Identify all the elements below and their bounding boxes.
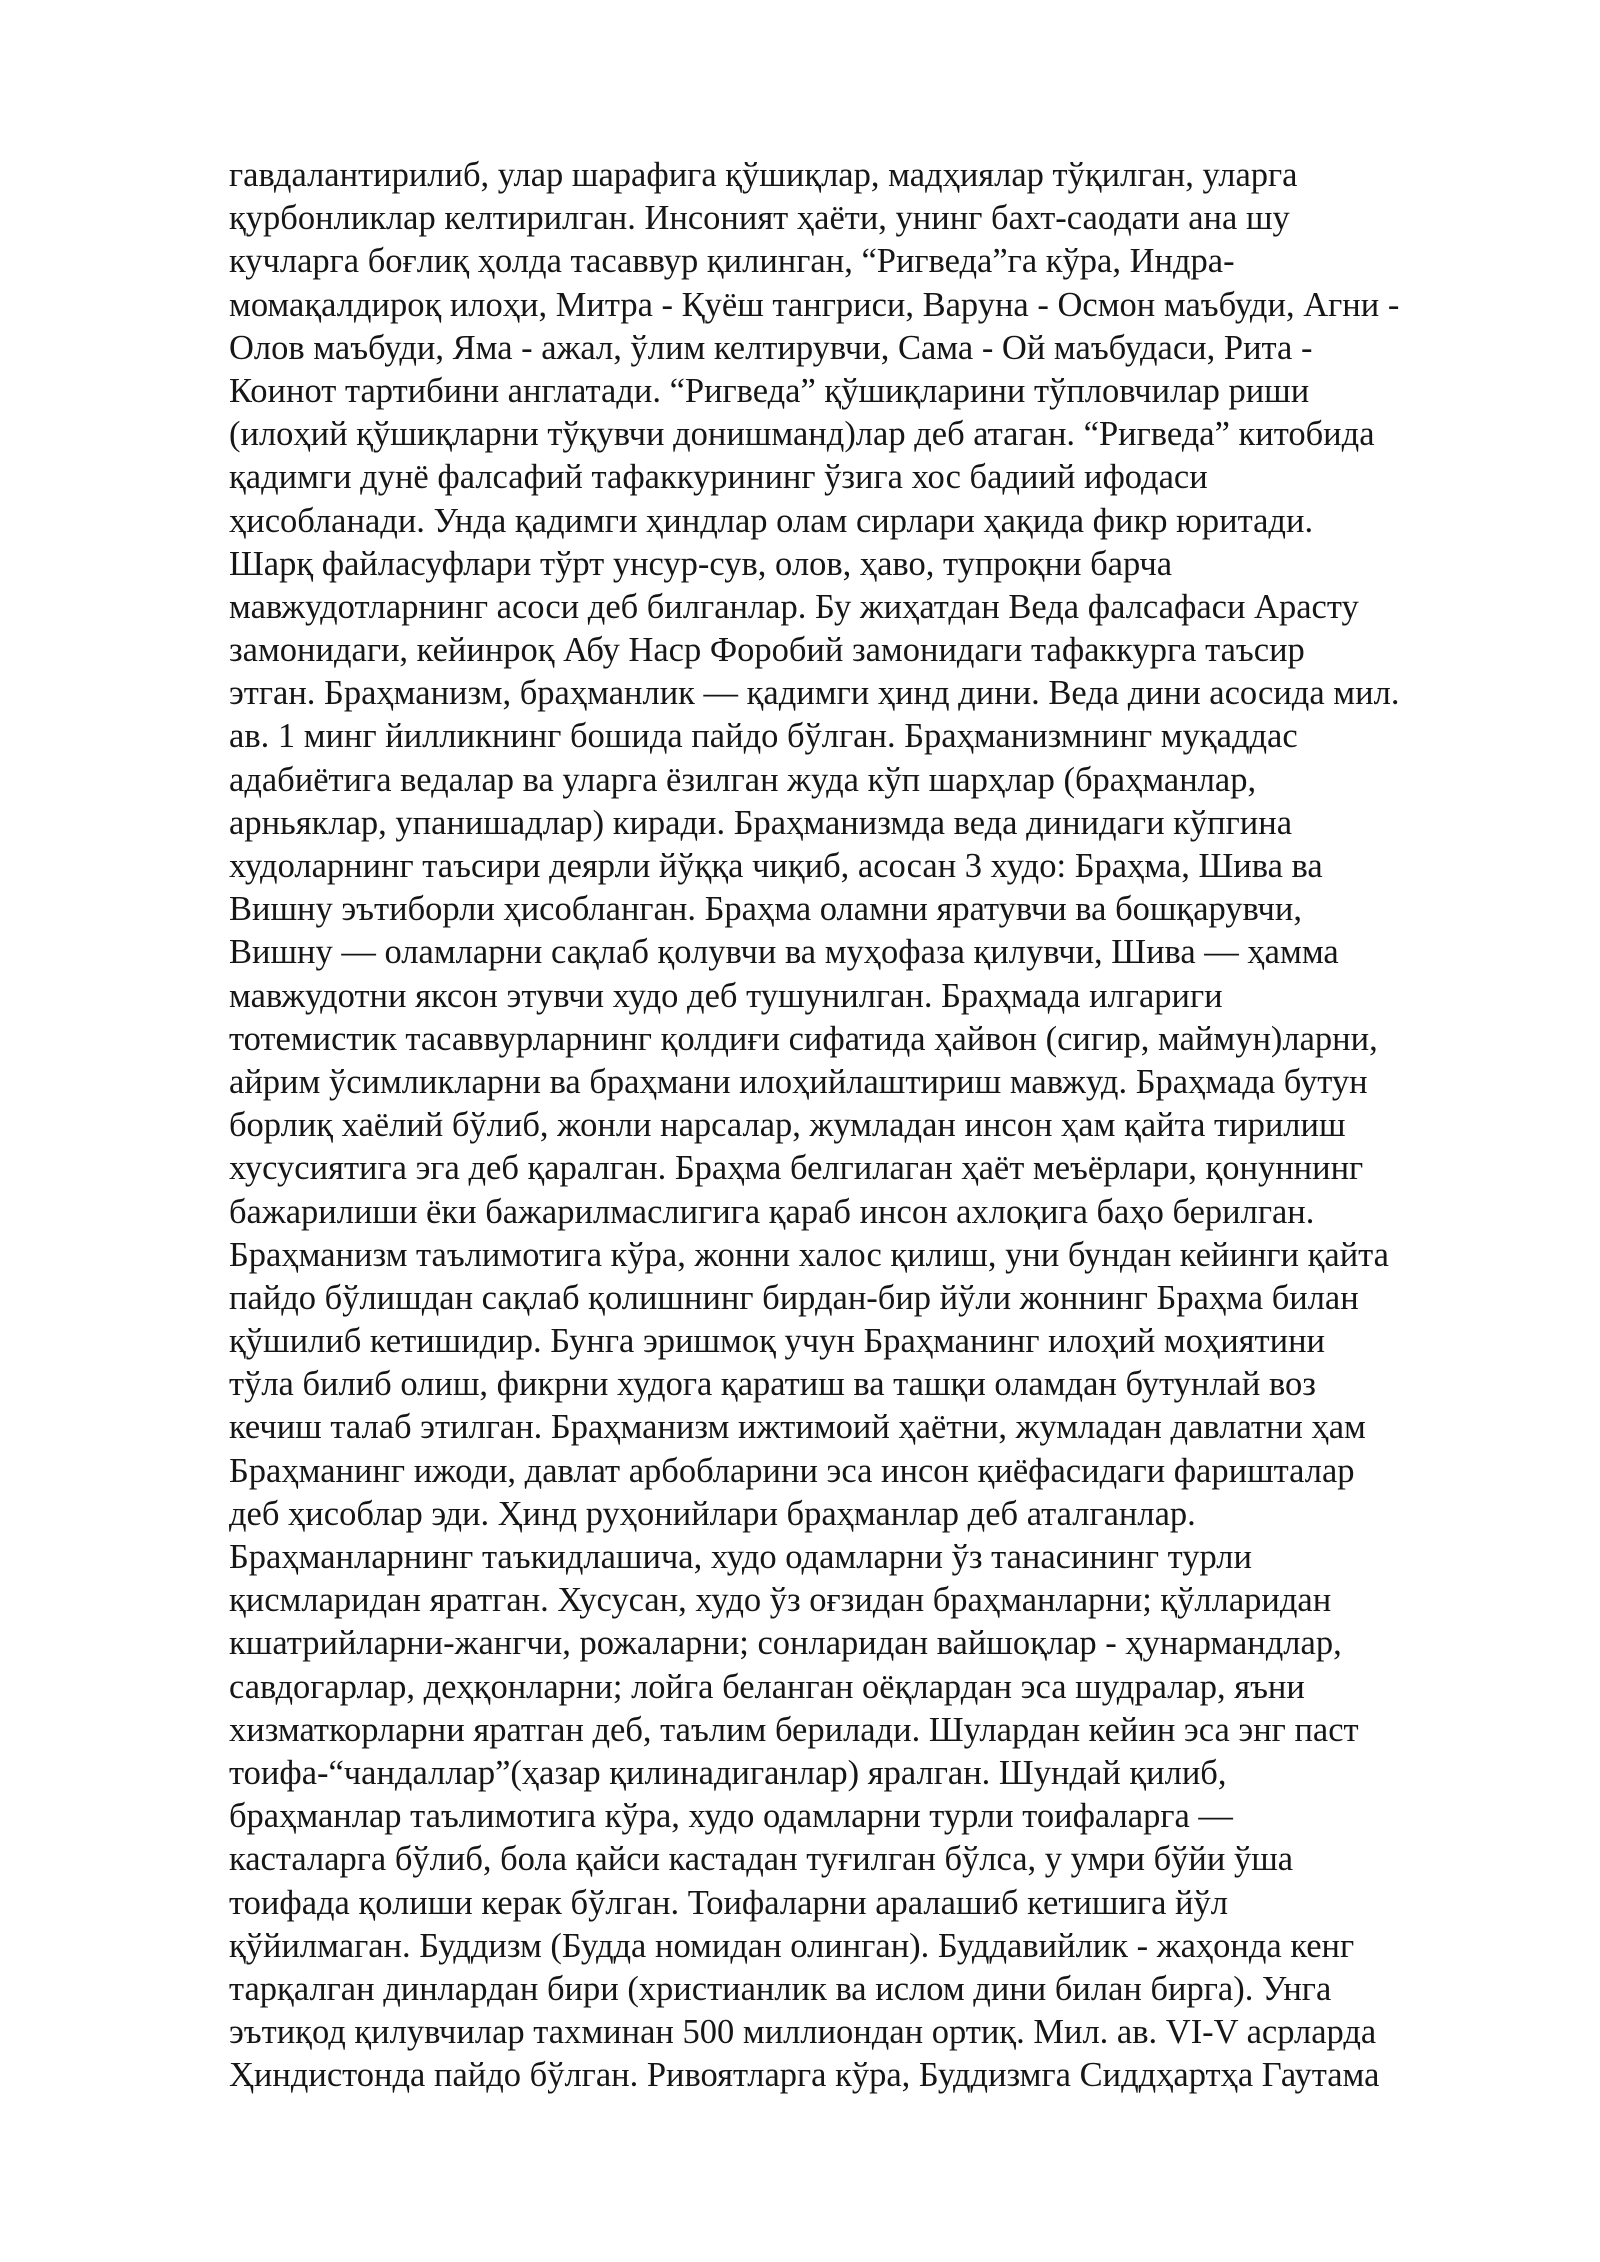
text-line: савдогарлар, деҳқонларни; лойга беланган оёқлардан эса шудралар, яъни <box>229 1667 1305 1706</box>
text-line: пайдо бўлишдан сақлаб қолишнинг бирдан-бир йўли жоннинг Браҳма билан <box>229 1278 1359 1317</box>
text-line: бажарилиши ёки бажарилмаслигига қараб инсон ахлоқига баҳо берилган. <box>229 1192 1315 1231</box>
text-line: замонидаги, кейинроқ Абу Наср Форобий замонидаги тафаккурга таъсир <box>229 631 1305 670</box>
text-line: кучларга боғлиқ ҳолда тасаввур қилинган, “Ригведа”га кўра, Индра- <box>229 242 1235 281</box>
text-line: кшатрийларни-жангчи, рожаларни; сонларидан вайшоқлар - ҳунармандлар, <box>229 1624 1342 1663</box>
text-line: Браҳманизм таълимотига кўра, жонни халос қилиш, уни бундан кейинги қайта <box>229 1235 1389 1274</box>
text-line: хусусиятига эга деб қаралган. Браҳма белгилаган ҳаёт меъёрлари, қонуннинг <box>229 1149 1364 1188</box>
text-line: (илоҳий қўшиқларни тўқувчи донишманд)лар деб атаган. “Ригведа” китобида <box>229 415 1375 454</box>
text-line: айрим ўсимликларни ва браҳмани илоҳийлаштириш мавжуд. Браҳмада бутун <box>229 1062 1368 1101</box>
text-line: Вишну — оламларни сақлаб қолувчи ва муҳофаза қилувчи, Шива — ҳамма <box>229 933 1339 972</box>
text-line: Олов маъбуди, Яма - ажал, ўлим келтирувчи, Сама - Ой маъбудаси, Рита - <box>229 328 1313 367</box>
text-line: Шарқ файласуфлари тўрт унсур-сув, олов, ҳаво, тупроқни барча <box>229 544 1173 583</box>
text-line: борлиқ хаёлий бўлиб, жонли нарсалар, жумладан инсон ҳам қайта тирилиш <box>229 1106 1346 1145</box>
text-line: мавжудотни яксон этувчи худо деб тушунилган. Браҳмада илгариги <box>229 976 1223 1015</box>
body-text <box>229 154 1485 2097</box>
text-line: қўшилиб кетишидир. Бунга эришмоқ учун Браҳманинг илоҳий моҳиятини <box>229 1322 1325 1361</box>
text-line: мавжудотларнинг асоси деб билганлар. Бу жиҳатдан Веда фалсафаси Арасту <box>229 587 1359 626</box>
text-line: адабиётига ведалар ва уларга ёзилган жуда кўп шарҳлар (браҳманлар, <box>229 760 1257 799</box>
text-line: тоифа-“чандаллар”(ҳазар қилинадиганлар) яралган. Шундай қилиб, <box>229 1753 1227 1792</box>
text-line: касталарга бўлиб, бола қайси кастадан туғилган бўлса, у умри бўйи ўша <box>229 1840 1294 1879</box>
text-line: тарқалган динлардан бири (христианлик ва ислом дини билан бирга). Унга <box>229 1969 1332 2008</box>
text-line: момақалдироқ илоҳи, Митра - Қуёш тангриси, Варуна - Осмон маъбуди, Агни - <box>229 285 1400 324</box>
text-line: Ҳиндистонда пайдо бўлган. Ривоятларга кўра, Буддизмга Сиддҳартҳа Гаутама <box>229 2056 1380 2095</box>
text-line: хизматкорларни яратган деб, таълим берилади. Шулардан кейин эса энг паст <box>229 1710 1359 1749</box>
text-line: Коинот тартибини англатади. “Ригведа” қўшиқларини тўпловчилар риши <box>229 371 1310 410</box>
text-line: Браҳманинг ижоди, давлат арбобларини эса инсон қиёфасидаги фаришталар <box>229 1451 1355 1490</box>
text-line: Вишну эътиборли ҳисобланган. Браҳма оламни яратувчи ва бошқарувчи, <box>229 890 1302 929</box>
text-line: қурбонликлар келтирилган. Инсоният ҳаёти, унинг бахт-саодати ана шу <box>229 199 1290 238</box>
text-line: кечиш талаб этилган. Браҳманизм ижтимоий ҳаётни, жумладан давлатни ҳам <box>229 1408 1366 1447</box>
text-line: қисмларидан яратган. Хусусан, худо ўз оғзидан браҳманларни; қўлларидан <box>229 1581 1332 1620</box>
text-line: этган. Браҳманизм, браҳманлик — қадимги ҳинд дини. Веда дини асосида мил. <box>229 674 1400 713</box>
text-line: браҳманлар таълимотига кўра, худо одамларни турли тоифаларга — <box>229 1797 1233 1836</box>
text-line: ҳисобланади. Унда қадимги ҳиндлар олам сирлари ҳақида фикр юритади. <box>229 501 1314 540</box>
text-line: тўла билиб олиш, фикрни худога қаратиш ва ташқи оламдан бутунлай воз <box>229 1365 1316 1404</box>
text-line: тоифада қолиши керак бўлган. Тоифаларни аралашиб кетишига йўл <box>229 1883 1228 1922</box>
text-line: деб ҳисоблар эди. Ҳинд руҳонийлари браҳманлар деб аталганлар. <box>229 1494 1196 1533</box>
text-line: қадимги дунё фалсафий тафаккурининг ўзига хос бадиий ифодаси <box>229 458 1208 497</box>
text-line: Браҳманларнинг таъкидлашича, худо одамларни ўз танасининг турли <box>229 1538 1252 1576</box>
text-line: ав. 1 минг йилликнинг бошида пайдо бўлган. Браҳманизмнинг муқаддас <box>229 717 1298 756</box>
text-line: арньяклар, упанишадлар) киради. Браҳманизмда веда динидаги кўпгина <box>229 803 1293 842</box>
text-line: қўйилмаган. Буддизм (Будда номидан олинган). Буддавийлик - жаҳонда кенг <box>229 1926 1355 1965</box>
text-line: худоларнинг таъсири деярли йўққа чиқиб, асосан 3 худо: Браҳма, Шива ва <box>229 847 1323 885</box>
text-line: тотемистик тасаввурларнинг қолдиғи сифатида ҳайвон (сигир, маймун)ларни, <box>229 1019 1378 1058</box>
text-line: эътиқод қилувчилар тахминан 500 миллиондан ортиқ. Мил. ав. VI-V асрларда <box>229 2013 1377 2052</box>
text-line: гавдалантирилиб, улар шарафига қўшиқлар, мадҳиялар тўқилган, уларга <box>229 156 1298 194</box>
